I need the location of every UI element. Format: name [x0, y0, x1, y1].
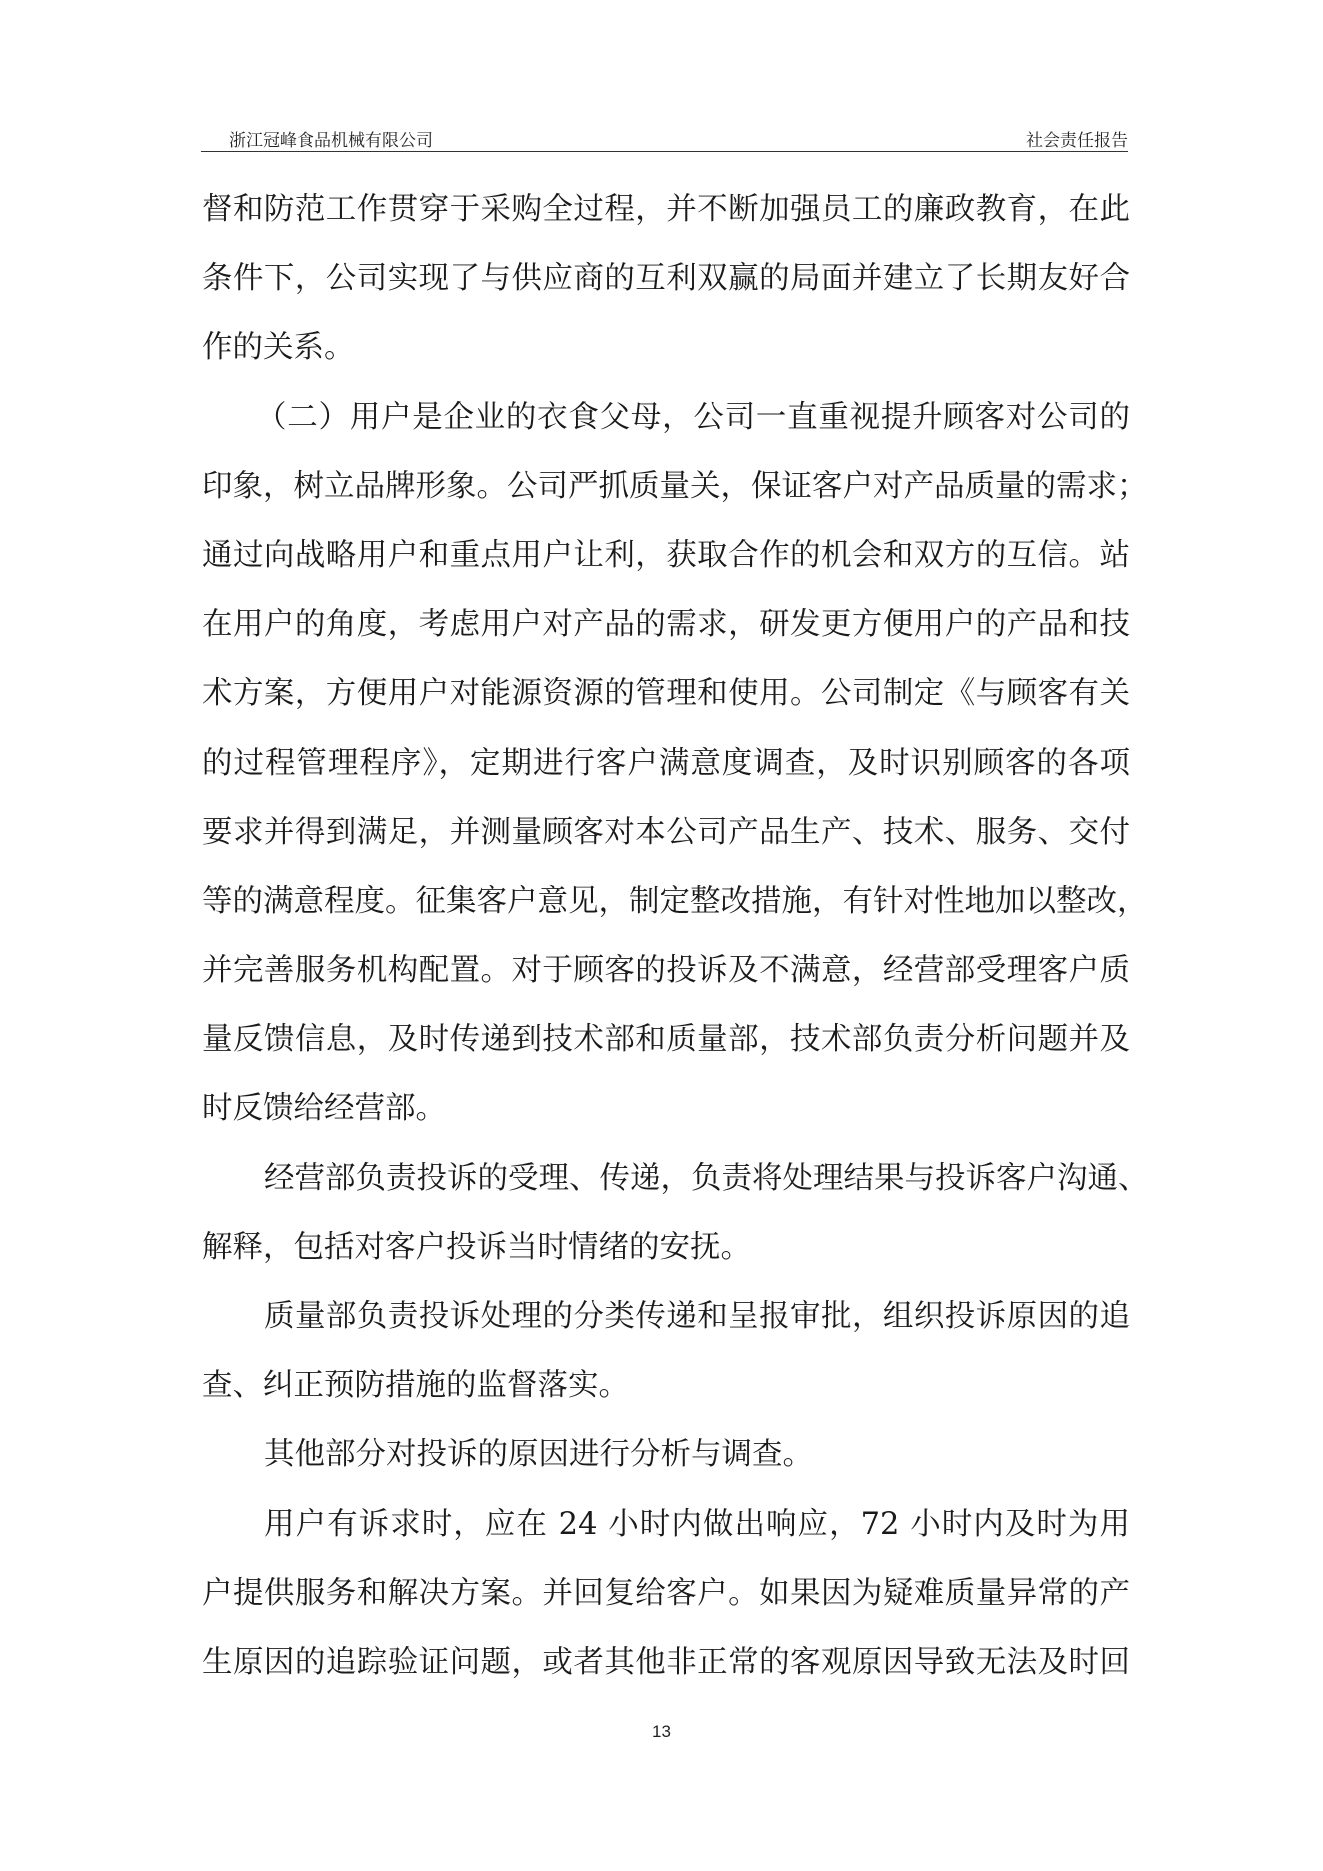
- text-line: 的过程管理程序》，定期进行客户满意度调查，及时识别顾客的各项: [202, 745, 1130, 781]
- page-header: [201, 122, 1128, 152]
- text-line: 督和防范工作贯穿于采购全过程，并不断加强员工的廉政教育，在此: [202, 192, 1130, 227]
- text-line: 条件下，公司实现了与供应商的互利双赢的局面并建立了长期友好合: [202, 261, 1130, 297]
- text-line: 生原因的追踪验证问题，或者其他非正常的客观原因导致无法及时回: [202, 1644, 1130, 1680]
- header-divider: [201, 151, 1128, 152]
- header-company-name: 浙江冠峰食品机械有限公司: [229, 131, 433, 151]
- text-line: 作的关系。: [202, 330, 355, 366]
- body-text: [202, 187, 1149, 1709]
- text-line: 要求并得到满足，并测量顾客对本公司产品生产、技术、服务、交付: [202, 814, 1130, 850]
- text-line: 户提供服务和解决方案。并回复给客户。如果因为疑难质量异常的产: [202, 1575, 1130, 1611]
- text-line: 术方案，方便用户对能源资源的管理和使用。公司制定《与顾客有关: [202, 676, 1130, 712]
- text-line: 经营部负责投诉的受理、传递，负责将处理结果与投诉客户沟通、: [264, 1160, 1149, 1196]
- text-line: 查、纠正预防措施的监督落实。: [202, 1368, 629, 1404]
- text-line: 印象，树立品牌形象。公司严抓质量关，保证客户对产品质量的需求；: [202, 468, 1148, 504]
- text-line: （二）用户是企业的衣食父母，公司一直重视提升顾客对公司的: [256, 399, 1130, 435]
- text-line: 等的满意程度。征集客户意见，制定整改措施，有针对性地加以整改，: [202, 883, 1148, 919]
- text-line: 解释，包括对客户投诉当时情绪的安抚。: [202, 1229, 751, 1265]
- header-report-title: 社会责任报告: [1026, 131, 1128, 151]
- text-line: 用户有诉求时，应在 24 小时内做出响应，72 小时内及时为用: [264, 1506, 1130, 1542]
- text-line: 时反馈给经营部。: [202, 1091, 446, 1127]
- text-line: 量反馈信息，及时传递到技术部和质量部，技术部负责分析问题并及: [202, 1022, 1130, 1058]
- text-line: 并完善服务机构配置。对于顾客的投诉及不满意，经营部受理客户质: [202, 953, 1130, 989]
- text-line: 质量部负责投诉处理的分类传递和呈报审批，组织投诉原因的追: [264, 1299, 1130, 1334]
- text-line: 其他部分对投诉的原因进行分析与调查。: [264, 1437, 813, 1473]
- page-number: 13: [652, 1722, 671, 1741]
- text-line: 通过向战略用户和重点用户让利，获取合作的机会和双方的互信。站: [202, 537, 1130, 573]
- text-line: 在用户的角度，考虑用户对产品的需求，研发更方便用户的产品和技: [202, 607, 1130, 643]
